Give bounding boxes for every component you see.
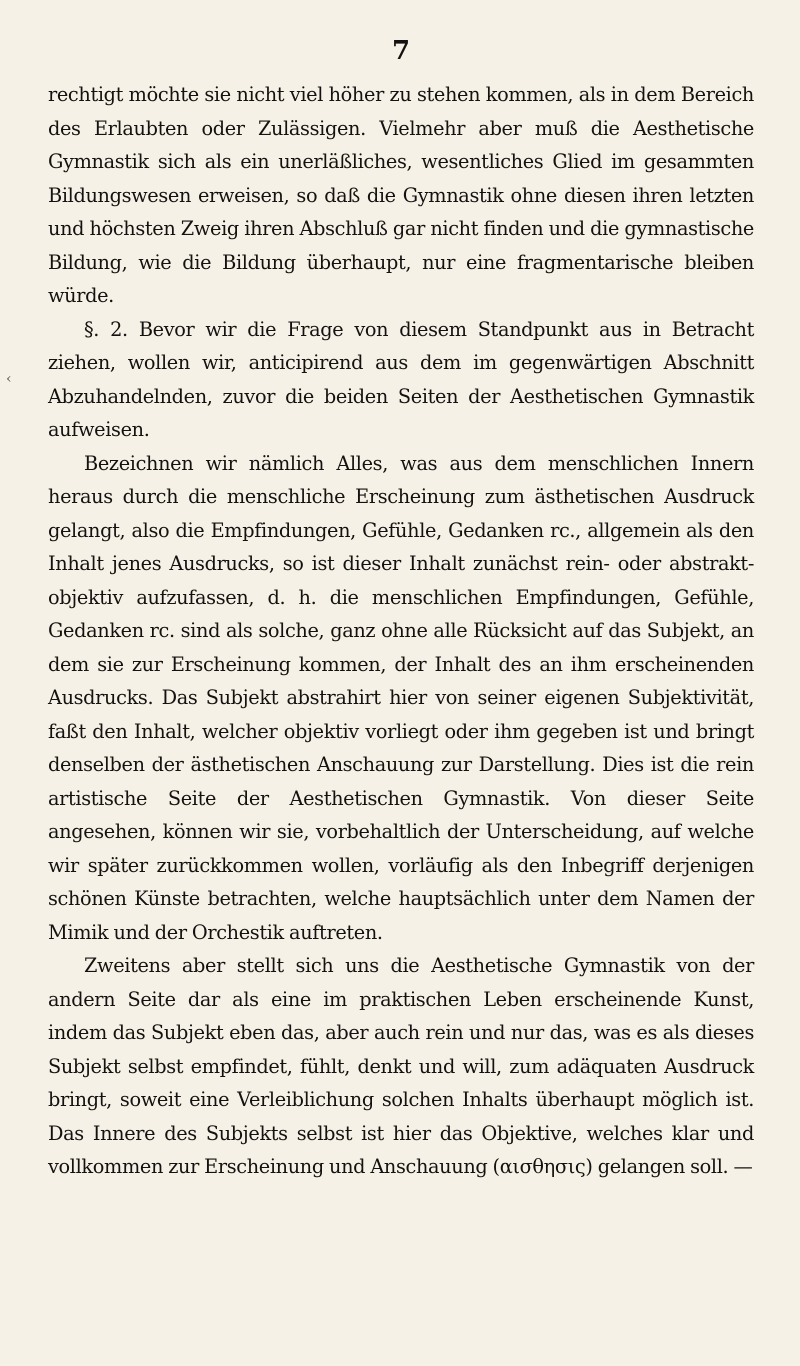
paragraph-second-aspect: Zweitens aber stellt sich uns die Aesthetische Gymnastik von der andern Seite dar als eine im praktischen Leben erscheinende Kunst, indem das Subjekt eben das, aber auch rein und nur das, was es als dieses Subjekt selbst empfindet, fühlt, denkt und will, zum adäquaten Ausdruck bringt, soweit eine Verleiblichung solchen Inhalts überhaupt möglich ist. Das Innere des Subjekts selbst ist hier das Objektive, welches klar und vollkommen zur Erscheinung und Anschauung (αισθησις) gelangen soll. — (48, 954, 754, 1178)
paragraph-continuation: rechtigt möchte sie nicht viel höher zu stehen kommen, als in dem Bereich des Erlaubten oder Zulässigen. Vielmehr aber muß die Aesthetische Gymnastik sich als ein unerläßliches, wesentliches Glied im gesammten Bildungswesen erweisen, so daß die Gymnastik ohne diesen ihren letzten und höchsten Zweig ihren Abschluß gar nicht finden und die gymnastische Bildung, wie die Bildung überhaupt, nur eine fragmentarische bleiben würde. (48, 83, 754, 307)
page-number: 7 (391, 36, 411, 66)
body-text (48, 78, 754, 1184)
paragraph-section-2: §. 2. Bevor wir die Frage von diesem Standpunkt aus in Betracht ziehen, wollen wir, anticipirend aus dem im gegenwärtigen Abschnitt Abzuhandelnden, zuvor die beiden Seiten der Aesthetischen Gymnastik aufweisen. (48, 317, 754, 441)
margin-mark: ‹ (6, 371, 12, 387)
paragraph-content-definition: Bezeichnen wir nämlich Alles, was aus dem menschlichen Innern heraus durch die menschliche Erscheinung zum ästhetischen Ausdruck gelangt, also die Empfindungen, Gefühle, Gedanken rc., allgemein als den Inhalt jenes Ausdrucks, so ist dieser Inhalt zunächst rein- oder abstrakt-objektiv aufzufassen, d. h. die menschlichen Empfindungen, Gefühle, Gedanken rc. sind als solche, ganz ohne alle Rücksicht auf das Subjekt, an dem sie zur Erscheinung kommen, der Inhalt des an ihm erscheinenden Ausdrucks. Das Subjekt abstrahirt hier von seiner eigenen Subjektivität, faßt den Inhalt, welcher objektiv vorliegt oder ihm gegeben ist und bringt denselben der ästhetischen Anschauung zur Darstellung. Dies ist die rein artistische Seite der Aesthetischen Gymnastik. Von dieser Seite angesehen, können wir sie, vorbehaltlich der Unterscheidung, auf welche wir später zurückkommen wollen, vorläufig als den Inbegriff derjenigen schönen Künste betrachten, welche hauptsächlich unter dem Namen der Mimik und der Orchestik auftreten. (48, 451, 754, 944)
